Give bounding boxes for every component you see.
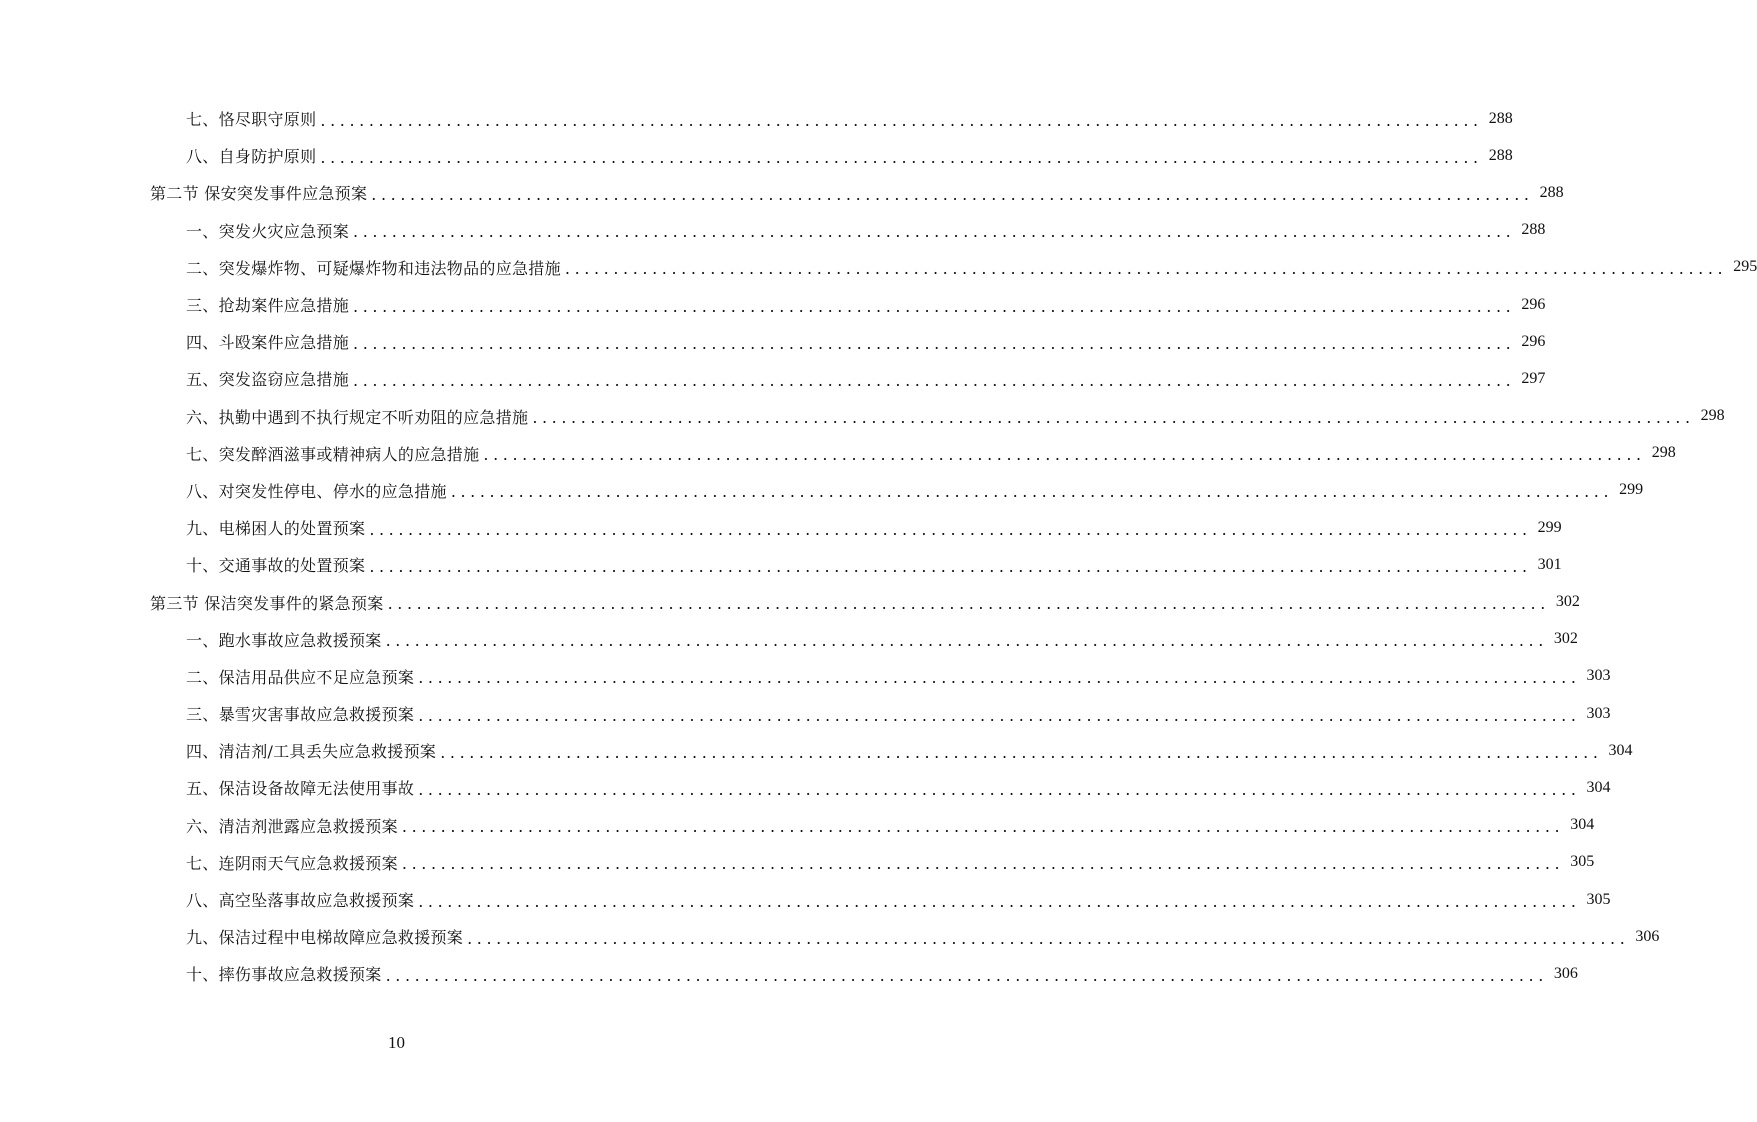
toc-entry — [150, 509, 1562, 546]
dot-leader: ........................................................................................................................ — [483, 445, 1646, 465]
toc-entry — [150, 435, 1676, 472]
toc-entry — [150, 212, 1546, 249]
dot-leader: ........................................................................................................................ — [564, 259, 1728, 279]
toc-entry-title: 二、保洁用品供应不足应急预案 — [186, 667, 415, 687]
toc-entry-page: 306 — [1635, 927, 1660, 945]
toc-entry-title: 一、跑水事故应急救援预案 — [186, 630, 382, 650]
dot-leader: ........................................................................................................................ — [385, 631, 1548, 651]
toc-entry-title: 九、电梯困人的处置预案 — [186, 519, 366, 539]
toc-entry — [150, 100, 1513, 137]
toc-entry — [150, 286, 1546, 323]
toc-entry-page: 301 — [1537, 555, 1562, 573]
toc-entry-page: 288 — [1488, 146, 1513, 164]
toc-entry-page: 298 — [1700, 407, 1725, 425]
toc-entry-title: 第三节 保洁突发事件的紧急预案 — [150, 593, 384, 613]
dot-leader: ........................................................................................................................ — [371, 184, 1534, 204]
toc-entry — [150, 398, 1725, 435]
toc-entry-page: 288 — [1488, 109, 1513, 127]
toc-entry — [150, 323, 1546, 360]
dot-leader: ........................................................................................................................ — [353, 370, 1516, 390]
dot-leader: ........................................................................................................................ — [401, 854, 1565, 874]
toc-entry-page: 298 — [1651, 444, 1676, 462]
toc-entry — [150, 769, 1611, 806]
toc-entry-page: 302 — [1553, 630, 1578, 648]
dot-leader: ........................................................................................................................ — [532, 408, 1695, 428]
toc-entry-title: 六、清洁剂泄露应急救援预案 — [186, 816, 398, 836]
toc-entry-title: 九、保洁过程中电梯故障应急救援预案 — [186, 928, 464, 948]
toc-entry-title: 八、高空坠落事故应急救援预案 — [186, 891, 415, 911]
toc-entry — [150, 807, 1595, 844]
toc-entry-title: 八、自身防护原则 — [186, 147, 317, 167]
page-number: 10 — [388, 1033, 405, 1052]
dot-leader: ........................................................................................................................ — [440, 742, 1603, 762]
toc-entry-title: 第二节 保安突发事件应急预案 — [150, 184, 368, 204]
toc-entry — [150, 249, 1757, 286]
toc-entry — [150, 918, 1660, 955]
toc-entry-page: 299 — [1537, 518, 1562, 536]
toc-entry-page: 302 — [1555, 593, 1580, 611]
toc-entry-title: 七、突发醉酒滋事或精神病人的应急措施 — [186, 444, 480, 464]
toc-entry-page: 295 — [1733, 258, 1757, 276]
toc-entry-page: 288 — [1521, 221, 1546, 239]
dot-leader: ........................................................................................................................ — [369, 519, 1532, 539]
toc-entry-page: 304 — [1608, 741, 1633, 759]
toc-entry-title: 十、摔伤事故应急救援预案 — [186, 965, 382, 985]
toc-entry-page: 297 — [1521, 369, 1546, 387]
toc-entry-title: 三、暴雪灾害事故应急救援预案 — [186, 705, 415, 725]
dot-leader: ........................................................................................................................ — [467, 928, 1630, 948]
toc-entry-title: 一、突发火灾应急预案 — [186, 221, 350, 241]
dot-leader: ........................................................................................................................ — [418, 779, 1581, 799]
toc-entry-title: 十、交通事故的处置预案 — [186, 556, 366, 576]
toc-entry-title: 五、突发盗窃应急措施 — [186, 370, 350, 390]
dot-leader: ........................................................................................................................ — [353, 333, 1516, 353]
toc-entry — [150, 732, 1633, 769]
toc-entry-page: 296 — [1521, 332, 1546, 350]
dot-leader: ........................................................................................................................ — [418, 891, 1581, 911]
toc-entry-page: 296 — [1521, 295, 1546, 313]
toc-entry-title: 四、清洁剂/工具丢失应急救援预案 — [186, 742, 437, 762]
toc-entry-page: 304 — [1570, 816, 1595, 834]
toc-entry-title: 七、恪尽职守原则 — [186, 110, 317, 130]
dot-leader: ........................................................................................................................ — [418, 668, 1581, 688]
toc-entry-title: 四、斗殴案件应急措施 — [186, 333, 350, 353]
dot-leader: ........................................................................................................................ — [353, 222, 1516, 242]
dot-leader: ........................................................................................................................ — [385, 965, 1548, 985]
toc-entry-page: 299 — [1619, 481, 1644, 499]
dot-leader: ........................................................................................................................ — [387, 594, 1550, 614]
toc-entry-title: 三、抢劫案件应急措施 — [186, 296, 350, 316]
toc-entry-title: 七、连阴雨天气应急救援预案 — [186, 853, 398, 873]
toc-entry — [150, 844, 1595, 881]
toc-entry-page: 306 — [1553, 964, 1578, 982]
dot-leader: ........................................................................................................................ — [401, 817, 1565, 837]
toc-entry-page: 305 — [1586, 890, 1611, 908]
toc-entry — [150, 955, 1578, 992]
toc-entry-page: 303 — [1586, 667, 1611, 685]
toc-entry-page: 305 — [1570, 853, 1595, 871]
dot-leader: ........................................................................................................................ — [418, 705, 1581, 725]
dot-leader: ........................................................................................................................ — [320, 147, 1483, 167]
toc-entry-title: 八、对突发性停电、停水的应急措施 — [186, 481, 447, 501]
toc-entry-page: 303 — [1586, 704, 1611, 722]
toc-entry — [150, 174, 1564, 211]
toc-entry-title: 六、执勤中遇到不执行规定不听劝阻的应急措施 — [186, 407, 529, 427]
toc-entry — [150, 658, 1611, 695]
dot-leader: ........................................................................................................................ — [369, 556, 1532, 576]
toc-entry-page: 288 — [1539, 183, 1564, 201]
toc-entry — [150, 583, 1580, 620]
toc-entry-page: 304 — [1586, 778, 1611, 796]
toc-entry-title: 二、突发爆炸物、可疑爆炸物和违法物品的应急措施 — [186, 258, 561, 278]
toc-entry-title: 五、保洁设备故障无法使用事故 — [186, 779, 415, 799]
toc-entry — [150, 881, 1611, 918]
toc-entry — [150, 137, 1513, 174]
dot-leader: ........................................................................................................................ — [320, 110, 1483, 130]
dot-leader: ........................................................................................................................ — [450, 482, 1614, 502]
toc-entry — [150, 360, 1546, 397]
toc-entry — [150, 695, 1611, 732]
dot-leader: ........................................................................................................................ — [353, 296, 1516, 316]
toc-entry — [150, 546, 1562, 583]
toc-entry — [150, 472, 1644, 509]
toc-entry — [150, 621, 1578, 658]
table-of-contents — [150, 100, 1757, 993]
